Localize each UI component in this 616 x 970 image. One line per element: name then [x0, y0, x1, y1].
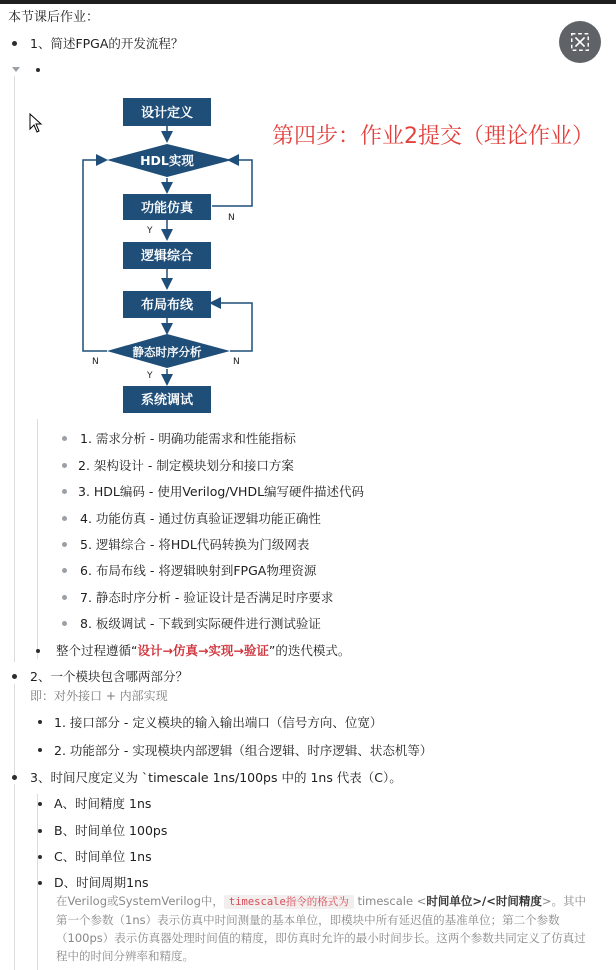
flow-no-label: N [233, 357, 240, 367]
question-1: 1、简述FPGA的开发流程？ [30, 36, 184, 51]
bullet [12, 674, 17, 679]
flow-node-label: 布局布线 [140, 298, 194, 313]
step-item: 6. 布局布线 - 将逻辑映射到FPGA物理资源 [80, 563, 317, 578]
timescale-note [56, 892, 596, 965]
step-item: 1. 需求分析 - 明确功能需求和性能指标 [80, 431, 296, 446]
indent-guide [37, 419, 38, 659]
bullet [12, 41, 17, 46]
flow-node-label: HDL实现 [140, 153, 194, 168]
indent-guide [14, 684, 15, 780]
bullet [12, 775, 17, 780]
step-note: 第四步：作业2提交（理论作业） [272, 124, 594, 149]
step-item: 5. 逻辑综合 - 将HDL代码转换为门级网表 [80, 537, 310, 552]
translate-button[interactable] [559, 21, 601, 63]
q2-item: 1. 接口部分 - 定义模块的输入输出端口（信号方向、位宽） [54, 715, 383, 730]
note-mid: timescale < [353, 894, 427, 908]
q2-item: 2. 功能部分 - 实现模块内部逻辑（组合逻辑、时序逻辑、状态机等） [54, 743, 433, 758]
summary-highlight: 设计→仿真→实现→验证 [137, 643, 269, 658]
flow-node-label: 功能仿真 [140, 201, 194, 216]
flow-yes-label: Y [147, 226, 153, 236]
flow-node-label: 静态时序分析 [132, 345, 202, 359]
bullet [62, 489, 67, 494]
note-prefix: 在Verilog或SystemVerilog中， [56, 894, 224, 908]
summary-line [56, 643, 350, 659]
page-title: 本节课后作业： [8, 10, 100, 25]
bullet [36, 68, 40, 72]
bullet [36, 649, 40, 653]
bullet [38, 881, 42, 885]
bullet [62, 595, 67, 600]
step-item: 4. 功能仿真 - 通过仿真验证逻辑功能正确性 [80, 511, 321, 526]
bullet [38, 829, 42, 833]
bullet [38, 748, 42, 752]
q3-option: A、时间精度 1ns [54, 796, 152, 811]
step-item: 8. 板级调试 - 下载到实际硬件进行测试验证 [80, 616, 321, 631]
bullet [62, 436, 67, 441]
bullet [38, 802, 42, 806]
note-bold: 时间单位>/<时间精度 [426, 894, 542, 908]
inline-code: timescale指令的格式为 [224, 895, 354, 909]
notes-page [0, 4, 616, 970]
flow-node-label: 系统调试 [140, 393, 194, 408]
flow-yes-label: Y [147, 371, 153, 381]
question-3: 3、时间尺度定义为 `timescale 1ns/100ps 中的 1ns 代表（C）。 [30, 770, 402, 785]
question-2: 2、一个模块包含哪两部分？ [30, 669, 188, 684]
bullet [62, 542, 67, 547]
bullet [62, 621, 67, 626]
step-item: 7. 静态时序分析 - 验证设计是否满足时序要求 [80, 590, 334, 605]
translate-icon [569, 31, 591, 53]
note-rest: >。其中第一个参数（1ns）表示仿真中时间测量的基本单位，即模块中所有延迟值的基准单位；第二个参数（100ps）表示仿真器处理时间值的精度，即仿真时允许的最小时间步长。这两个参数共同定义了仿真过程中的时间分辨率和精度。 [56, 894, 586, 963]
step-item: 2. 架构设计 - 制定模块划分和接口方案 [78, 458, 294, 473]
indent-guide [14, 784, 15, 970]
summary-suffix: ”的迭代模式。 [268, 643, 351, 658]
q3-option: C、时间单位 1ns [54, 849, 152, 864]
flow-node-label: 逻辑综合 [140, 249, 194, 264]
flow-no-label: N [92, 357, 99, 367]
q3-option: D、时间周期1ns [54, 875, 149, 890]
q3-option: B、时间单位 100ps [54, 823, 168, 838]
bullet [38, 720, 42, 724]
step-item: 3. HDL编码 - 使用Verilog/VHDL编写硬件描述代码 [78, 484, 365, 499]
caret-down-icon[interactable] [12, 67, 20, 72]
bullet [62, 463, 67, 468]
flow-node-label: 设计定义 [140, 106, 194, 121]
fpga-flowchart [75, 94, 265, 424]
flow-no-label: N [228, 213, 235, 223]
bullet [62, 516, 67, 521]
bullet [38, 855, 42, 859]
question-2-answer: 即：对外接口 + 内部实现 [30, 689, 168, 703]
bullet [62, 568, 67, 573]
summary-prefix: 整个过程遵循“ [56, 643, 138, 658]
mouse-pointer-icon [29, 113, 43, 133]
indent-guide [14, 76, 15, 662]
